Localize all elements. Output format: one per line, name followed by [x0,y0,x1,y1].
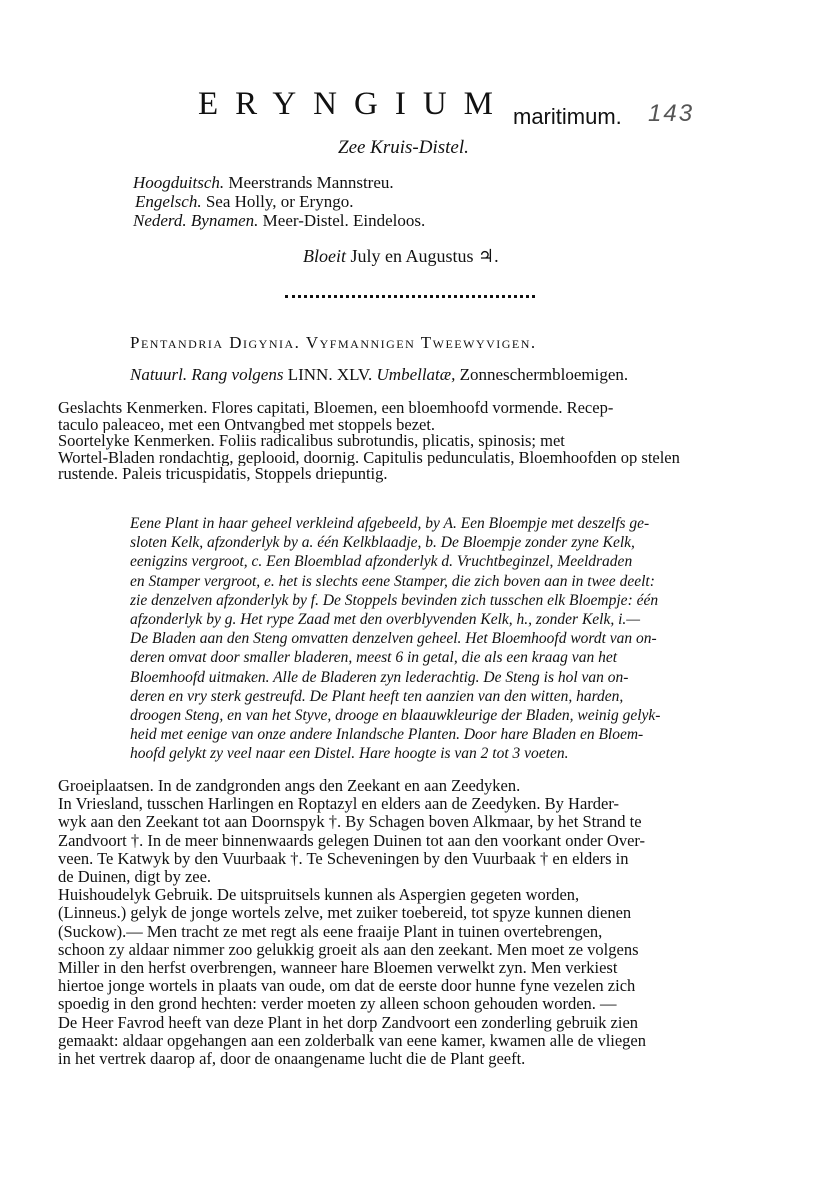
text-line: taculo paleaceo, met een Ontvangbed met stoppels bezet. [58,416,436,433]
flowering-period: Bloeit July en Augustus ♃. [303,246,499,266]
species-name: maritimum. [513,104,622,129]
text-line: hoofd gelykt zy veel naar een Distel. Hare hoogte is van 2 tot 3 voeten. [130,745,569,763]
text-line: Soortelyke Kenmerken. Foliis radicalibus subrotundis, plicatis, spinosis; met [58,433,565,450]
genus-title: ERYNGIUM [198,86,511,122]
habitat-usage-block [58,777,758,1068]
text-line: Groeiplaatsen. In de zandgronden angs den Zeekant en aan Zeedyken. [58,777,521,795]
text-line: Zandvoort †. In de meer binnenwaards gelegen Duinen tot aan den voorkant onder Over- [58,831,646,850]
handwritten-page-number: 143 [648,100,695,127]
text-line: droogen Steng, en van het Styve, drooge en blaauwkleurige der Bladen, weinig gelyk- [130,707,661,725]
text-line: afzonderlyk by g. Het rype Zaad met den overblyvenden Kelk, h., zonder Kelk, i.— [130,611,641,629]
vernacular-names [133,173,425,230]
description-block [130,514,755,764]
text-line: rustende. Paleis tricuspidatis, Stoppels driepuntig. [58,466,388,483]
text-line: heid met eenige van onze andere Inlandsche Planten. Door hare Bladen en Bloem- [130,726,644,744]
name-row-english: Engelsch. Sea Holly, or Eryngo. [135,192,354,211]
text-line: Huishoudelyk Gebruik. De uitspruitsels kunnen als Aspergien gegeten worden, [58,886,580,905]
text-line: zie denzelven afzonderlyk by f. De Stoppels bevinden zich tusschen elk Bloempje: één [130,591,659,609]
common-name: Zee Kruis-Distel. [338,137,469,158]
text-line: en Stamper vergroot, e. het is slechts eene Stamper, die zich boven aan in twee deelt: [130,572,655,590]
text-line: Geslachts Kenmerken. Flores capitati, Bloemen, een bloemhoofd vormende. Recep- [58,400,614,417]
text-line: Eene Plant in haar geheel verkleind afgebeeld, by A. Een Bloempje met deszelfs ge- [130,515,650,532]
text-line: schoon zy aldaar nimmer zoo gelukkig groeit als aan den zeekant. Men moet ze volgens [58,940,639,959]
text-line: Miller in den herfst overbrengen, wanneer hare Bloemen verwelkt zyn. Men verkiest [58,959,618,978]
name-row-german: Hoogduitsch. Meerstrands Mannstreu. [133,173,394,192]
text-line: (Suckow).— Men tracht ze met regt als eene fraaije Plant in tuinen overtebrengen, [58,922,603,941]
text-line: (Linneus.) gelyk de jonge wortels zelve, met zuiker toebereid, tot spyze kunnen dienen [58,904,632,923]
text-line: Wortel-Bladen rondachtig, geplooid, doornig. Capitulis pedunculatis, Bloemhoofden op stelen [58,449,680,466]
text-line: veen. Te Katwyk by den Vuurbaak †. Te Scheveningen by den Vuurbaak † en elders in [58,849,629,868]
text-line: De Bladen aan den Steng omvatten denzelven geheel. Het Bloemhoofd wordt van on- [130,630,657,648]
text-line: in het vertrek daarop af, door de onaangename lucht die de Plant geeft. [58,1050,526,1069]
text-line: spoedig in den grond hechten: verder moeten zy alleen schoon gehouden worden. — [58,995,617,1014]
text-line: de Duinen, digt by zee. [58,868,212,887]
text-line: hiertoe jonge wortels in plaats van oude, om dat de eerste door hunne fyne vezelen zich [58,977,636,996]
characteristics-block [58,400,758,483]
text-line: Bloemhoofd uitmaken. Alle de Bladeren zyn lederachtig. De Steng is hol van on- [130,668,629,686]
name-row-dutch: Nederd. Bynamen. Meer-Distel. Eindeloos. [133,211,426,230]
natural-rank: Natuurl. Rang volgens LINN. XLV. Umbellatæ, Zonneschermbloemigen. [130,365,629,384]
text-line: In Vriesland, tusschen Harlingen en Roptazyl en elders aan de Zeedyken. By Harder- [58,795,620,814]
text-line: wyk aan den Zeekant tot aan Doornspyk †. By Schagen boven Alkmaar, by het Strand te [58,813,642,832]
text-line: deren omvat door smaller bladeren, meest 6 in getal, die als een kraag van het [130,649,618,667]
linnaean-class: Pentandria Digynia. Vyfmannigen Tweewyvigen. [130,333,537,352]
ornamental-rule [285,295,535,298]
text-line: sloten Kelk, afzonderlyk by a. één Kelkblaadje, b. De Bloempje zonder zyne Kelk, [130,534,635,552]
text-line: deren en vry sterk gestreufd. De Plant heeft ten aanzien van den witten, harden, [130,687,624,705]
text-line: gemaakt: aldaar opgehangen aan een zolderbalk van eene kamer, kwamen alle de vliegen [58,1031,647,1050]
text-line: De Heer Favrod heeft van deze Plant in het dorp Zandvoort een zonderling gebruik zien [58,1013,639,1032]
text-line: eenigzins vergroot, c. Een Bloemblad afzonderlyk d. Vruchtbeginzel, Meeldraden [130,553,633,571]
